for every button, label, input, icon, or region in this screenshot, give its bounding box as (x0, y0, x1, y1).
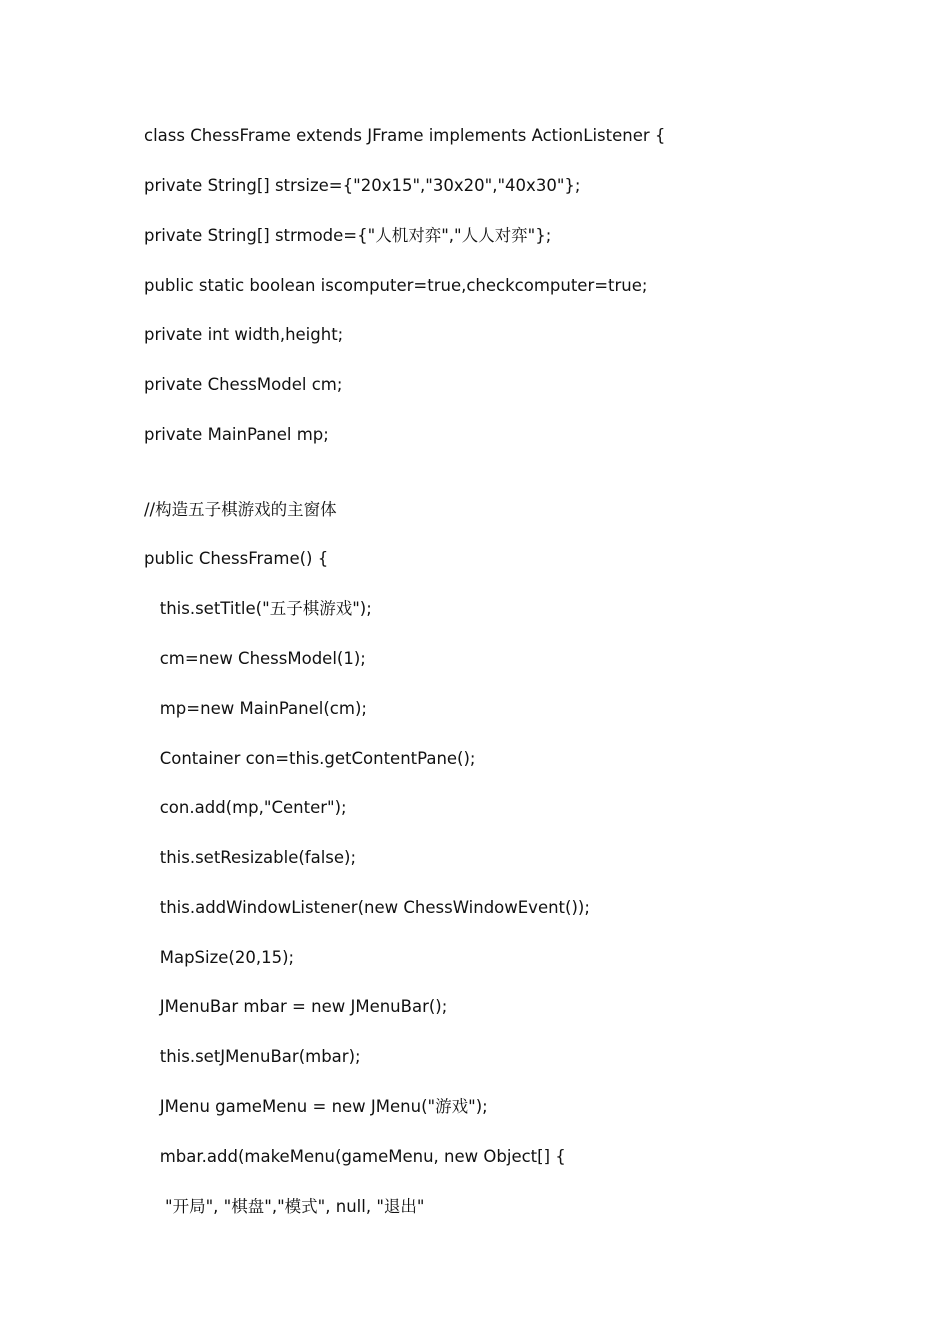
code-line-chessmodel: private ChessModel cm; (144, 375, 343, 394)
code-line-cm-init: cm=new ChessModel(1); (144, 649, 366, 668)
code-line-setresizable: this.setResizable(false); (144, 848, 357, 867)
code-line-mbar-add: mbar.add(makeMenu(gameMenu, new Object[] { (144, 1147, 566, 1166)
code-line-gamemenu: JMenu gameMenu = new JMenu("游戏"); (144, 1097, 488, 1116)
code-line-container: Container con=this.getContentPane(); (144, 749, 476, 768)
code-line-con-add: con.add(mp,"Center"); (144, 798, 347, 817)
code-line-comment: //构造五子棋游戏的主窗体 (144, 500, 337, 519)
code-line-menu-items: "开局", "棋盘","模式", null, "退出" (144, 1197, 425, 1216)
code-line-width-height: private int width,height; (144, 325, 344, 344)
code-line-strsize: private String[] strsize={"20x15","30x20","40x30"}; (144, 176, 581, 195)
code-line-strmode: private String[] strmode={"人机对弈","人人对弈"}; (144, 226, 552, 245)
code-line-class-declaration: class ChessFrame extends JFrame implements ActionListener { (144, 126, 666, 145)
code-line-constructor: public ChessFrame() { (144, 549, 329, 568)
code-line-iscomputer: public static boolean iscomputer=true,checkcomputer=true; (144, 276, 648, 295)
code-line-mainpanel: private MainPanel mp; (144, 425, 329, 444)
code-line-jmenubar: JMenuBar mbar = new JMenuBar(); (144, 997, 448, 1016)
code-line-addwindowlistener: this.addWindowListener(new ChessWindowEvent()); (144, 898, 590, 917)
code-line-mapsize: MapSize(20,15); (144, 948, 295, 967)
code-line-settitle: this.setTitle("五子棋游戏"); (144, 599, 372, 618)
code-line-setjmenubar: this.setJMenuBar(mbar); (144, 1047, 361, 1066)
code-line-mp-init: mp=new MainPanel(cm); (144, 699, 367, 718)
